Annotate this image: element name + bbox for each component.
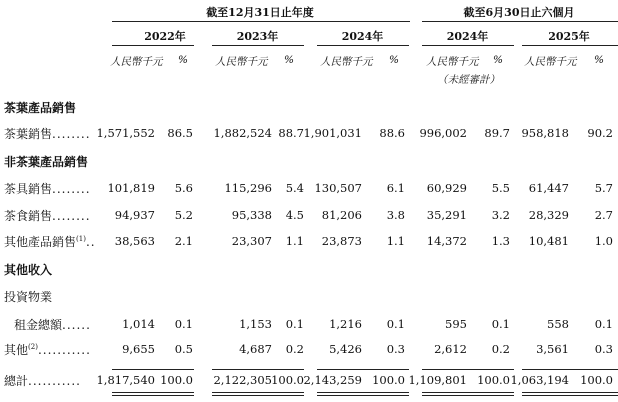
row-label-text: 租金總額 bbox=[14, 318, 63, 332]
amount-cell: 1,216 bbox=[329, 317, 362, 331]
amount-cell: 1,014 bbox=[122, 317, 155, 331]
amount-cell: 38,563 bbox=[114, 234, 155, 248]
row-label-text: 茶具銷售 bbox=[4, 182, 53, 196]
amount-cell: 558 bbox=[547, 317, 569, 331]
total-double-rule bbox=[522, 392, 618, 396]
amount-cell: 101,819 bbox=[107, 181, 155, 195]
percent-cell: 0.5 bbox=[174, 342, 193, 356]
amount-cell: 14,372 bbox=[426, 234, 467, 248]
year-header-2025-6m: 2025年 bbox=[548, 30, 590, 43]
amount-cell: 9,655 bbox=[122, 342, 155, 356]
percent-cell: 0.1 bbox=[285, 317, 304, 331]
year-header-2023: 2023年 bbox=[236, 30, 279, 43]
row-label-text: 總計 bbox=[4, 374, 29, 388]
year-header-2024-6m: 2024年 bbox=[446, 30, 489, 43]
total-double-rule bbox=[317, 392, 409, 396]
unit-header-rmb: 人民幣千元 bbox=[524, 56, 577, 68]
amount-cell: 1,571,552 bbox=[96, 126, 155, 140]
percent-cell: 6.1 bbox=[386, 181, 405, 195]
amount-cell: 130,507 bbox=[314, 181, 362, 195]
percent-cell: 100.0 bbox=[580, 373, 613, 387]
row-label bbox=[4, 153, 88, 170]
total-top-rule bbox=[522, 369, 618, 370]
percent-cell: 1.1 bbox=[285, 234, 304, 248]
leader-dots: ........... bbox=[37, 343, 91, 357]
amount-cell: 1,817,540 bbox=[96, 373, 155, 387]
group-header-six-months: 截至6月30日止六個月 bbox=[463, 6, 575, 19]
amount-cell: 94,937 bbox=[114, 208, 155, 222]
unit-header-rmb: 人民幣千元 bbox=[110, 56, 163, 68]
percent-cell: 5.7 bbox=[594, 181, 613, 195]
percent-cell: 5.6 bbox=[174, 181, 193, 195]
percent-cell: 0.2 bbox=[491, 342, 510, 356]
percent-cell: 100.0 bbox=[477, 373, 510, 387]
amount-cell: 95,338 bbox=[231, 208, 272, 222]
percent-cell: 100.0 bbox=[372, 373, 405, 387]
leader-dots: ........ bbox=[52, 127, 91, 141]
total-top-rule bbox=[212, 369, 304, 370]
unit-header-rmb: 人民幣千元 bbox=[426, 56, 479, 68]
percent-cell: 0.1 bbox=[386, 317, 405, 331]
row-label-text: 茶葉產品銷售 bbox=[4, 101, 77, 115]
percent-cell: 88.6 bbox=[379, 126, 405, 140]
percent-cell: 2.7 bbox=[594, 208, 613, 222]
unit-header-pct: % bbox=[493, 54, 503, 66]
amount-cell: 23,873 bbox=[321, 234, 362, 248]
year-header-2022: 2022年 bbox=[144, 30, 186, 43]
amount-cell: 81,206 bbox=[321, 208, 362, 222]
amount-cell: 2,612 bbox=[434, 342, 467, 356]
year-rule bbox=[422, 45, 514, 46]
leader-dots: ...... bbox=[62, 318, 91, 332]
percent-cell: 89.7 bbox=[484, 126, 510, 140]
amount-cell: 2,122,305 bbox=[213, 373, 272, 387]
percent-cell: 5.5 bbox=[491, 181, 510, 195]
total-top-rule bbox=[317, 369, 409, 370]
row-label bbox=[4, 288, 52, 305]
percent-cell: 2.1 bbox=[174, 234, 193, 248]
group-header-fiscal-year: 截至12月31日止年度 bbox=[206, 6, 314, 19]
row-label-text: 其他 bbox=[4, 343, 29, 357]
percent-cell: 88.7 bbox=[278, 126, 304, 140]
total-double-rule bbox=[112, 392, 194, 396]
row-label-text: 非茶葉產品銷售 bbox=[4, 155, 89, 169]
amount-cell: 595 bbox=[445, 317, 467, 331]
total-top-rule bbox=[422, 369, 514, 370]
row-label-text: 投資物業 bbox=[4, 290, 53, 304]
row-label bbox=[4, 372, 81, 389]
percent-cell: 0.1 bbox=[174, 317, 193, 331]
amount-cell: 10,481 bbox=[528, 234, 569, 248]
total-double-rule bbox=[422, 392, 514, 396]
row-label bbox=[14, 316, 91, 333]
year-header-2024: 2024年 bbox=[341, 30, 384, 43]
unit-header-rmb: 人民幣千元 bbox=[320, 56, 373, 68]
amount-cell: 4,687 bbox=[239, 342, 272, 356]
percent-cell: 5.2 bbox=[174, 208, 193, 222]
leader-dots: .. bbox=[85, 235, 96, 249]
percent-cell: 0.1 bbox=[594, 317, 613, 331]
amount-cell: 28,329 bbox=[528, 208, 569, 222]
row-label bbox=[4, 261, 52, 278]
total-double-rule bbox=[212, 392, 304, 396]
group-rule-fiscal-year bbox=[112, 21, 410, 22]
amount-cell: 1,063,194 bbox=[510, 373, 569, 387]
amount-cell: 996,002 bbox=[419, 126, 467, 140]
percent-cell: 1.3 bbox=[491, 234, 510, 248]
amount-cell: 1,901,031 bbox=[303, 126, 362, 140]
amount-cell: 23,307 bbox=[231, 234, 272, 248]
unit-header-pct: % bbox=[178, 54, 188, 66]
unit-header-pct: % bbox=[389, 54, 399, 66]
footnote-marker: (1) bbox=[76, 235, 86, 243]
row-label bbox=[4, 341, 91, 358]
amount-cell: 115,296 bbox=[224, 181, 272, 195]
unit-header-pct: % bbox=[284, 54, 294, 66]
amount-cell: 958,818 bbox=[521, 126, 569, 140]
percent-cell: 0.2 bbox=[285, 342, 304, 356]
leader-dots: ........ bbox=[52, 209, 91, 223]
percent-cell: 0.1 bbox=[491, 317, 510, 331]
percent-cell: 4.5 bbox=[285, 208, 304, 222]
amount-cell: 1,109,801 bbox=[408, 373, 467, 387]
row-label bbox=[4, 180, 91, 197]
unit-header-rmb: 人民幣千元 bbox=[215, 56, 268, 68]
amount-cell: 5,426 bbox=[329, 342, 362, 356]
leader-dots: ........... bbox=[28, 374, 81, 388]
total-top-rule bbox=[112, 369, 194, 370]
amount-cell: 61,447 bbox=[528, 181, 569, 195]
percent-cell: 5.4 bbox=[285, 181, 304, 195]
amount-cell: 60,929 bbox=[426, 181, 467, 195]
percent-cell: 0.3 bbox=[386, 342, 405, 356]
amount-cell: 1,882,524 bbox=[213, 126, 272, 140]
percent-cell: 0.3 bbox=[594, 342, 613, 356]
row-label-text: 茶食銷售 bbox=[4, 209, 53, 223]
year-rule bbox=[317, 45, 409, 46]
percent-cell: 100.0 bbox=[160, 373, 193, 387]
year-rule bbox=[112, 45, 194, 46]
group-rule-six-months bbox=[422, 21, 618, 22]
year-rule bbox=[212, 45, 304, 46]
percent-cell: 100.0 bbox=[271, 373, 304, 387]
amount-cell: 3,561 bbox=[536, 342, 569, 356]
percent-cell: 1.0 bbox=[594, 234, 613, 248]
row-label bbox=[4, 125, 91, 142]
row-label-text: 其他收入 bbox=[4, 263, 53, 277]
row-label-text: 其他產品銷售 bbox=[4, 235, 77, 249]
percent-cell: 3.8 bbox=[386, 208, 405, 222]
leader-dots: ........ bbox=[52, 182, 91, 196]
row-label bbox=[4, 207, 91, 224]
unit-header-pct: % bbox=[594, 54, 604, 66]
year-rule bbox=[522, 45, 618, 46]
percent-cell: 3.2 bbox=[491, 208, 510, 222]
amount-cell: 2,143,259 bbox=[303, 373, 362, 387]
row-label-text: 茶葉銷售 bbox=[4, 127, 53, 141]
percent-cell: 90.2 bbox=[587, 126, 613, 140]
unaudited-note: （未經審計） bbox=[437, 74, 500, 86]
percent-cell: 86.5 bbox=[167, 126, 193, 140]
amount-cell: 35,291 bbox=[426, 208, 467, 222]
amount-cell: 1,153 bbox=[239, 317, 272, 331]
percent-cell: 1.1 bbox=[386, 234, 405, 248]
footnote-marker: (2) bbox=[28, 343, 38, 351]
row-label bbox=[4, 99, 76, 116]
row-label bbox=[4, 233, 96, 250]
